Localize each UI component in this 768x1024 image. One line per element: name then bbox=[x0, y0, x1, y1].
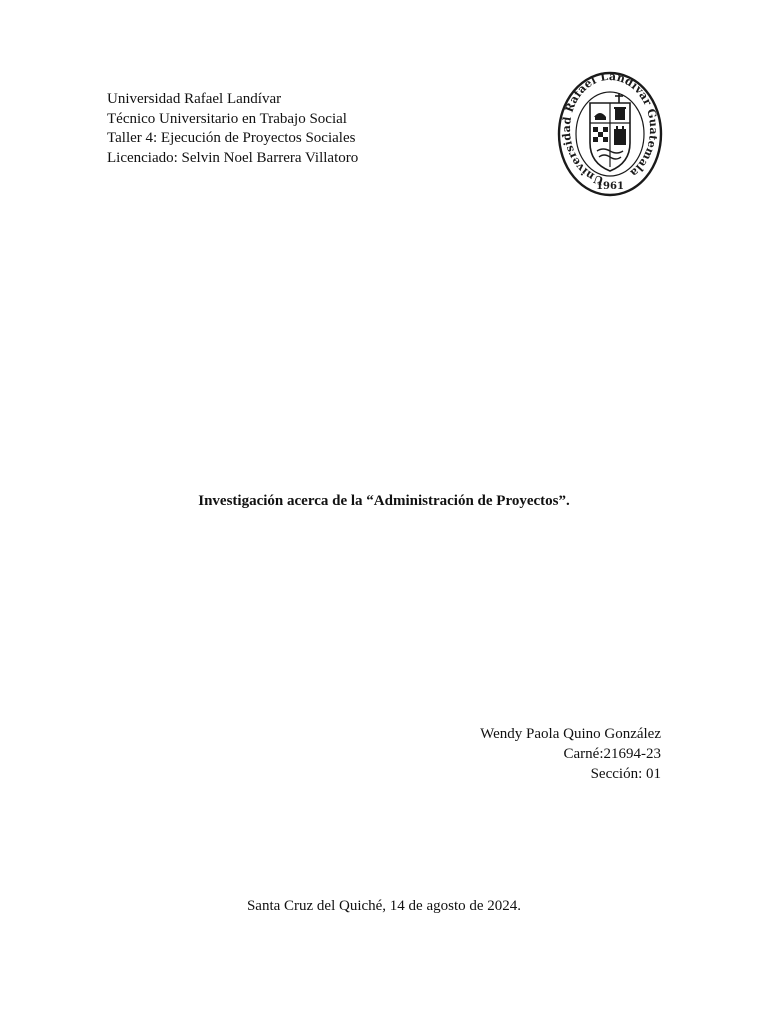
course-name: Taller 4: Ejecución de Proyectos Sociales bbox=[107, 130, 356, 146]
author-section: Sección: 01 bbox=[590, 766, 661, 782]
document-title: Investigación acerca de la “Administración de Proyectos”. bbox=[198, 493, 570, 509]
seal-year: 1961 bbox=[596, 181, 624, 192]
seal-ring-text: Universidad Rafael Landívar Guatemala bbox=[559, 71, 661, 188]
university-name: Universidad Rafael Landívar bbox=[107, 91, 282, 107]
instructor-name: Licenciado: Selvin Noel Barrera Villatoro bbox=[107, 149, 359, 166]
university-seal-logo bbox=[557, 71, 663, 197]
author-carne: Carné:21694-23 bbox=[563, 746, 661, 762]
program-name: Técnico Universitario en Trabajo Social bbox=[107, 110, 347, 127]
header-block bbox=[107, 90, 358, 168]
author-block bbox=[480, 724, 661, 784]
place-and-date: Santa Cruz del Quiché, 14 de agosto de 2024. bbox=[246, 898, 522, 914]
author-name: Wendy Paola Quino González bbox=[480, 726, 661, 742]
